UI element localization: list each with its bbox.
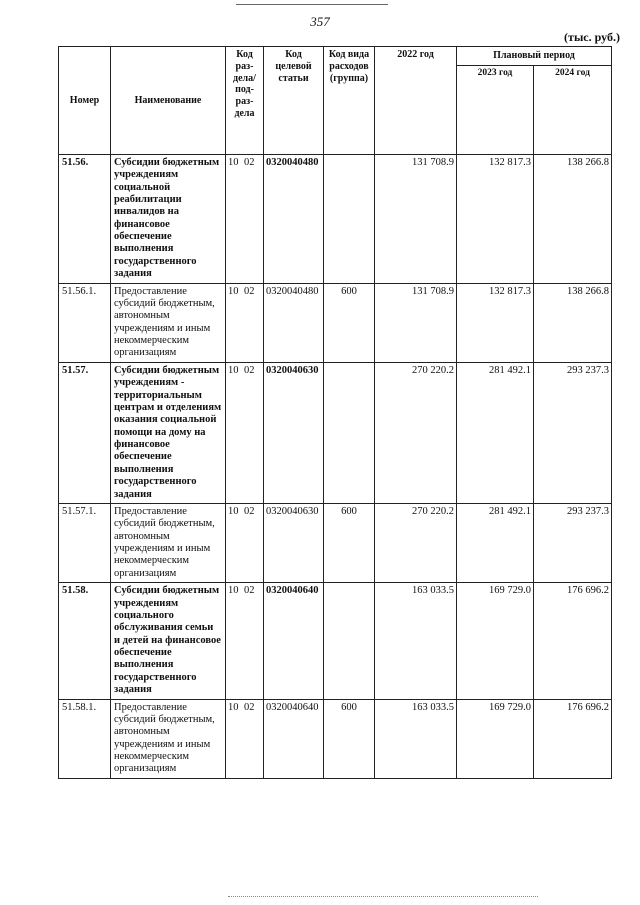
- header-plan-period: Плановый период: [457, 47, 612, 66]
- row-name: Предоставление субсидий бюджетным, автономным учреждениям и иным некоммерческим организациям: [111, 699, 226, 778]
- row-value-2023: 132 817.3: [457, 283, 534, 362]
- page-number: 357: [310, 14, 330, 29]
- row-value-2022: 131 708.9: [375, 154, 457, 283]
- row-expense-code: [324, 154, 375, 283]
- scan-bottom-line: [228, 896, 538, 899]
- row-name: Предоставление субсидий бюджетным, автономным учреждениям и иным некоммерческим организациям: [111, 283, 226, 362]
- row-number: 51.58.1.: [59, 699, 111, 778]
- row-name: Предоставление субсидий бюджетным, автономным учреждениям и иным некоммерческим организациям: [111, 503, 226, 582]
- row-value-2024: 293 237.3: [534, 503, 612, 582]
- row-name: Субсидии бюджетным учреждениям социальной реабилитации инвалидов на финансовое обеспечение выполнения государственного задания: [111, 154, 226, 283]
- row-value-2022: 131 708.9: [375, 283, 457, 362]
- row-podrazdel: 02: [244, 505, 255, 517]
- table-row: [59, 362, 612, 503]
- row-value-2024: 176 696.2: [534, 699, 612, 778]
- row-razdel: 10: [228, 364, 239, 376]
- header-name: Наименование: [111, 47, 226, 155]
- row-value-2023: 132 817.3: [457, 154, 534, 283]
- header-row: [59, 47, 612, 66]
- row-target-code: 0320040640: [264, 583, 324, 699]
- row-value-2022: 163 033.5: [375, 583, 457, 699]
- budget-table: [58, 46, 612, 779]
- row-razdel: 10: [228, 285, 239, 297]
- row-value-2024: 138 266.8: [534, 283, 612, 362]
- row-number: 51.56.: [59, 154, 111, 283]
- row-expense-code: 600: [324, 503, 375, 582]
- row-value-2023: 169 729.0: [457, 583, 534, 699]
- row-expense-code: [324, 583, 375, 699]
- row-number: 51.57.1.: [59, 503, 111, 582]
- row-section: [226, 503, 264, 582]
- row-value-2023: 169 729.0: [457, 699, 534, 778]
- row-razdel: 10: [228, 156, 239, 168]
- row-podrazdel: 02: [244, 285, 255, 297]
- row-number: 51.58.: [59, 583, 111, 699]
- header-expense-type: Код вида расходов (группа): [324, 47, 375, 155]
- table-row: [59, 503, 612, 582]
- row-podrazdel: 02: [244, 701, 255, 713]
- row-value-2024: 176 696.2: [534, 583, 612, 699]
- header-section: Код раз-дела/ под-раз-дела: [226, 47, 264, 155]
- row-target-code: 0320040630: [264, 362, 324, 503]
- scan-top-line: [236, 4, 388, 5]
- row-section: [226, 699, 264, 778]
- row-podrazdel: 02: [244, 364, 255, 376]
- row-value-2024: 138 266.8: [534, 154, 612, 283]
- units-label: (тыс. руб.): [564, 30, 620, 44]
- row-expense-code: 600: [324, 283, 375, 362]
- row-podrazdel: 02: [244, 585, 255, 597]
- row-number: 51.56.1.: [59, 283, 111, 362]
- row-section: [226, 583, 264, 699]
- table-row: [59, 154, 612, 283]
- row-name: Субсидии бюджетным учреждениям социального обслуживания семьи и детей на финансовое обеспечение выполнения государственного задания: [111, 583, 226, 699]
- table-row: [59, 583, 612, 699]
- row-value-2022: 163 033.5: [375, 699, 457, 778]
- table-row: [59, 699, 612, 778]
- row-name: Субсидии бюджетным учреждениям - территориальным центрам и отделениям оказания социальной помощи на дому на финансовое обеспечение выполнения государственного задания: [111, 362, 226, 503]
- row-target-code: 0320040480: [264, 154, 324, 283]
- row-number: 51.57.: [59, 362, 111, 503]
- row-value-2024: 293 237.3: [534, 362, 612, 503]
- table-row: [59, 283, 612, 362]
- row-target-code: 0320040640: [264, 699, 324, 778]
- row-razdel: 10: [228, 585, 239, 597]
- row-value-2023: 281 492.1: [457, 503, 534, 582]
- row-section: [226, 362, 264, 503]
- header-number: Номер: [59, 47, 111, 155]
- row-expense-code: [324, 362, 375, 503]
- header-year-2023: 2023 год: [457, 65, 534, 154]
- header-year-2024: 2024 год: [534, 65, 612, 154]
- row-razdel: 10: [228, 505, 239, 517]
- row-value-2023: 281 492.1: [457, 362, 534, 503]
- row-section: [226, 283, 264, 362]
- row-razdel: 10: [228, 701, 239, 713]
- header-target: Код целевой статьи: [264, 47, 324, 155]
- row-value-2022: 270 220.2: [375, 503, 457, 582]
- row-expense-code: 600: [324, 699, 375, 778]
- row-podrazdel: 02: [244, 156, 255, 168]
- header-year-2022: 2022 год: [375, 47, 457, 155]
- row-target-code: 0320040480: [264, 283, 324, 362]
- table-body: [59, 154, 612, 778]
- row-section: [226, 154, 264, 283]
- row-value-2022: 270 220.2: [375, 362, 457, 503]
- row-target-code: 0320040630: [264, 503, 324, 582]
